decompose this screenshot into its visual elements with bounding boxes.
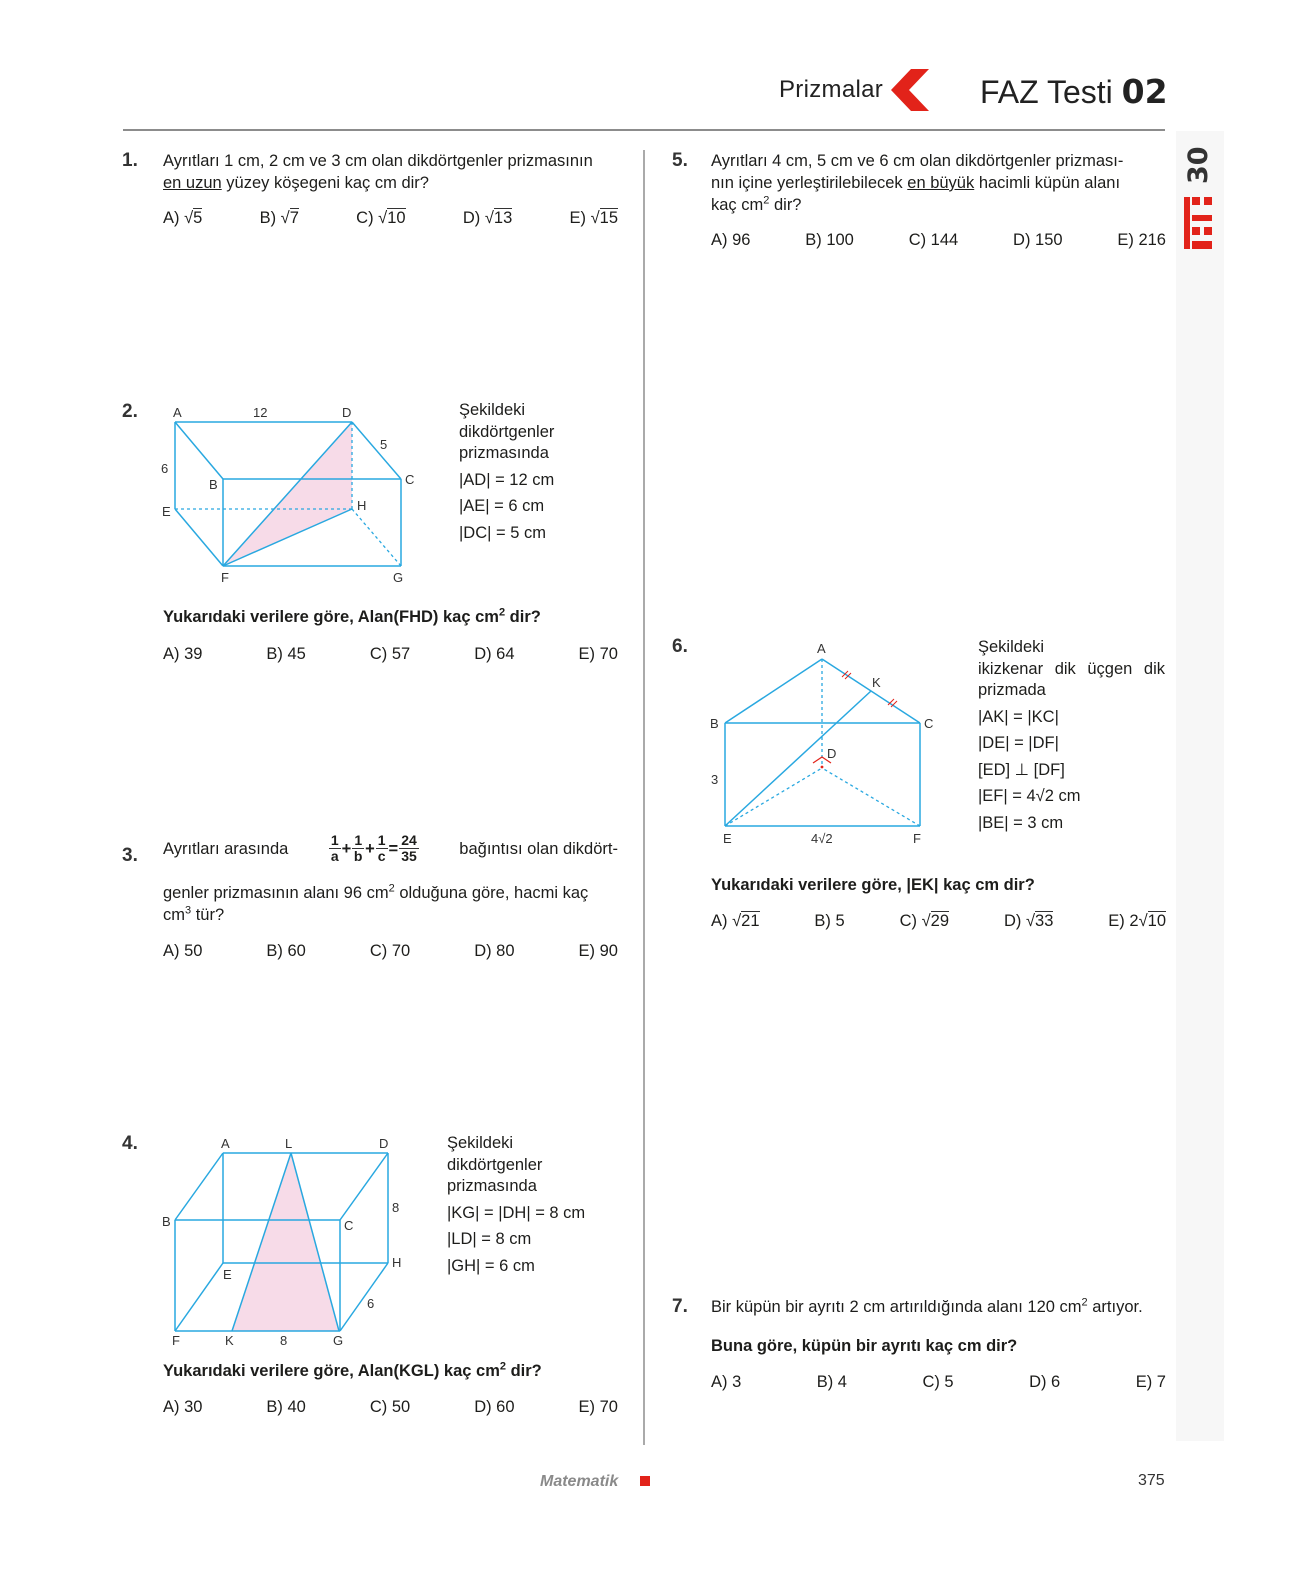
question-7-options (711, 1373, 1166, 1392)
question-6-prompt: Yukarıdaki verilere göre, |EK| kaç cm dir? (711, 876, 1035, 894)
label-d: D (827, 746, 837, 761)
question-2-options (163, 645, 618, 664)
option-c[interactable]: C) 70 (369, 942, 411, 960)
label-b: B (162, 1214, 171, 1229)
option-e[interactable]: E) 70 (578, 645, 618, 663)
option-b[interactable]: B) √7 (259, 209, 299, 227)
question-2-prompt: Yukarıdaki verilere göre, Alan(FHD) kaç $cm^2$ dir? (163, 606, 541, 626)
label-h: H (392, 1255, 402, 1270)
question-4-given: Şekildeki dikdörtgenler prizmasında |KG| = |DH| = 8 cm |LD| = 8 cm |GH| = 6 cm (447, 1134, 586, 1275)
option-b[interactable]: B) 5 (814, 912, 845, 930)
question-4-options (163, 1398, 618, 1417)
option-e[interactable]: E) √15 (569, 209, 618, 227)
question-number: 7. (672, 1296, 688, 1317)
chevron-left-icon (889, 67, 931, 113)
label-be-length: 3 (711, 772, 719, 787)
option-d[interactable]: D) √13 (462, 209, 513, 227)
option-b[interactable]: B) 45 (266, 645, 306, 663)
label-dc-length: 5 (380, 437, 388, 452)
triangular-prism-figure (703, 637, 943, 852)
option-e[interactable]: E) 216 (1117, 231, 1166, 249)
question-number: 1. (122, 150, 138, 171)
option-b[interactable]: B) 40 (266, 1398, 306, 1416)
label-ef-length: 4√2 (811, 831, 833, 846)
option-e[interactable]: E) 7 (1135, 1373, 1166, 1391)
option-e[interactable]: E) 90 (578, 942, 618, 960)
option-d[interactable]: D) 150 (1013, 231, 1063, 249)
label-gh-length: 6 (367, 1296, 375, 1311)
option-d[interactable]: D) 60 (474, 1398, 515, 1416)
option-e[interactable]: E) 2√10 (1108, 912, 1166, 930)
label-d: D (379, 1136, 389, 1151)
question-7-prompt: Buna göre, küpün bir ayrıtı kaç cm dir? (711, 1337, 1018, 1355)
option-c[interactable]: C) √10 (356, 209, 406, 227)
label-a: A (173, 405, 182, 420)
question-4-prompt: Yukarıdaki verilere göre, Alan(KGL) kaç $cm^2$ dir? (163, 1360, 542, 1380)
footer-subject: Matematik (540, 1473, 619, 1490)
question-3-options (163, 942, 618, 961)
label-h: H (357, 498, 367, 513)
fen-logo-icon (1184, 197, 1216, 249)
label-g: G (393, 570, 404, 585)
label-l: L (285, 1136, 293, 1151)
option-b[interactable]: B) 60 (266, 942, 306, 960)
question-5-text: Ayrıtları 4 cm, 5 cm ve 6 cm olan dikdörtgenler prizması- nın içine yerleştirilebilecek en büyük hacimli küpün alanı kaç $cm^2$ dir? (711, 152, 1124, 214)
label-c: C (344, 1218, 354, 1233)
option-c[interactable]: C) 50 (369, 1398, 411, 1416)
label-f: F (913, 831, 921, 846)
question-1-options (163, 209, 618, 228)
option-a[interactable]: A) 39 (163, 645, 203, 663)
option-a[interactable]: A) 50 (163, 942, 203, 960)
question-3-text: genler prizmasının alanı 96 $cm^2$ olduğuna göre, hacmi kaç $cm^3$ tür? (163, 882, 589, 924)
rectangular-prism-figure (155, 1133, 425, 1348)
page-number: 375 (1138, 1472, 1165, 1489)
label-b: B (209, 477, 218, 492)
label-c: C (924, 716, 934, 731)
sidebar-number: 30 (1183, 146, 1214, 184)
label-e: E (223, 1267, 232, 1282)
label-ad-length: 12 (253, 405, 268, 420)
option-c[interactable]: C) √29 (899, 912, 950, 930)
option-a[interactable]: A) √5 (163, 209, 203, 227)
option-a[interactable]: A) 30 (163, 1398, 203, 1416)
label-dh-length: 8 (392, 1200, 400, 1215)
question-number: 2. (122, 401, 138, 422)
question-number: 5. (672, 150, 688, 171)
option-c[interactable]: C) 5 (922, 1373, 954, 1391)
option-d[interactable]: D) 6 (1029, 1373, 1061, 1391)
question-2-given: Şekildeki dikdörtgenler prizmasında |AD| = 12 cm |AE| = 6 cm |DC| = 5 cm (459, 401, 555, 542)
label-kg-length: 8 (280, 1333, 288, 1348)
option-c[interactable]: C) 144 (908, 231, 959, 249)
label-a: A (817, 641, 826, 656)
question-6-options (711, 912, 1166, 931)
header-rule (123, 129, 1165, 131)
rectangular-prism-figure (155, 400, 425, 590)
footer-square-icon (640, 1476, 650, 1486)
option-d[interactable]: D) 80 (474, 942, 515, 960)
label-c: C (405, 472, 415, 487)
label-a: A (221, 1136, 230, 1151)
option-a[interactable]: A) 3 (711, 1373, 742, 1391)
label-g: G (333, 1333, 344, 1348)
question-number: 4. (122, 1133, 138, 1154)
option-a[interactable]: A) √21 (711, 912, 760, 930)
label-e: E (723, 831, 732, 846)
section-title: Prizmalar (779, 76, 884, 103)
column-divider (643, 150, 645, 1445)
question-6-given: Şekildeki ikizkenar dik üçgen dik prizmada |AK| = |KC| |DE| = |DF| [ED] ⊥ [DF] |EF| = 4√2 cm |BE| = 3 cm (978, 638, 1165, 832)
test-title: FAZ Testi 02 (980, 72, 1168, 111)
question-7-text: Bir küpün bir ayrıtı 2 cm artırıldığında alanı 120 $cm^2$ artıyor. (711, 1296, 1143, 1316)
sidebar (1176, 131, 1224, 1441)
label-f: F (221, 570, 229, 585)
question-1-text: Ayrıtları 1 cm, 2 cm ve 3 cm olan dikdörtgenler prizmasının en uzun yüzey köşegeni kaç cm dir? (163, 152, 593, 192)
label-e: E (162, 504, 171, 519)
label-ae-length: 6 (161, 461, 169, 476)
option-d[interactable]: D) √33 (1003, 912, 1054, 930)
option-a[interactable]: A) 96 (711, 231, 751, 249)
question-3-line1: Ayrıtları arasında $\frac{1}{a}$ + $\frac{1}{b}$ + $\frac{1}{c}$ = $\frac{24}{35}$ bağıntısı olan dikdört- (163, 832, 618, 864)
option-e[interactable]: E) 70 (578, 1398, 618, 1416)
option-b[interactable]: B) 100 (805, 231, 854, 249)
question-number: 3. (122, 845, 138, 866)
label-k: K (872, 675, 881, 690)
question-5-options (711, 231, 1166, 250)
option-b[interactable]: B) 4 (816, 1373, 847, 1391)
question-number: 6. (672, 636, 688, 657)
label-d: D (342, 405, 352, 420)
option-d[interactable]: D) 64 (474, 645, 515, 663)
label-b: B (710, 716, 719, 731)
label-k: K (225, 1333, 234, 1348)
option-c[interactable]: C) 57 (369, 645, 411, 663)
label-f: F (172, 1333, 180, 1348)
